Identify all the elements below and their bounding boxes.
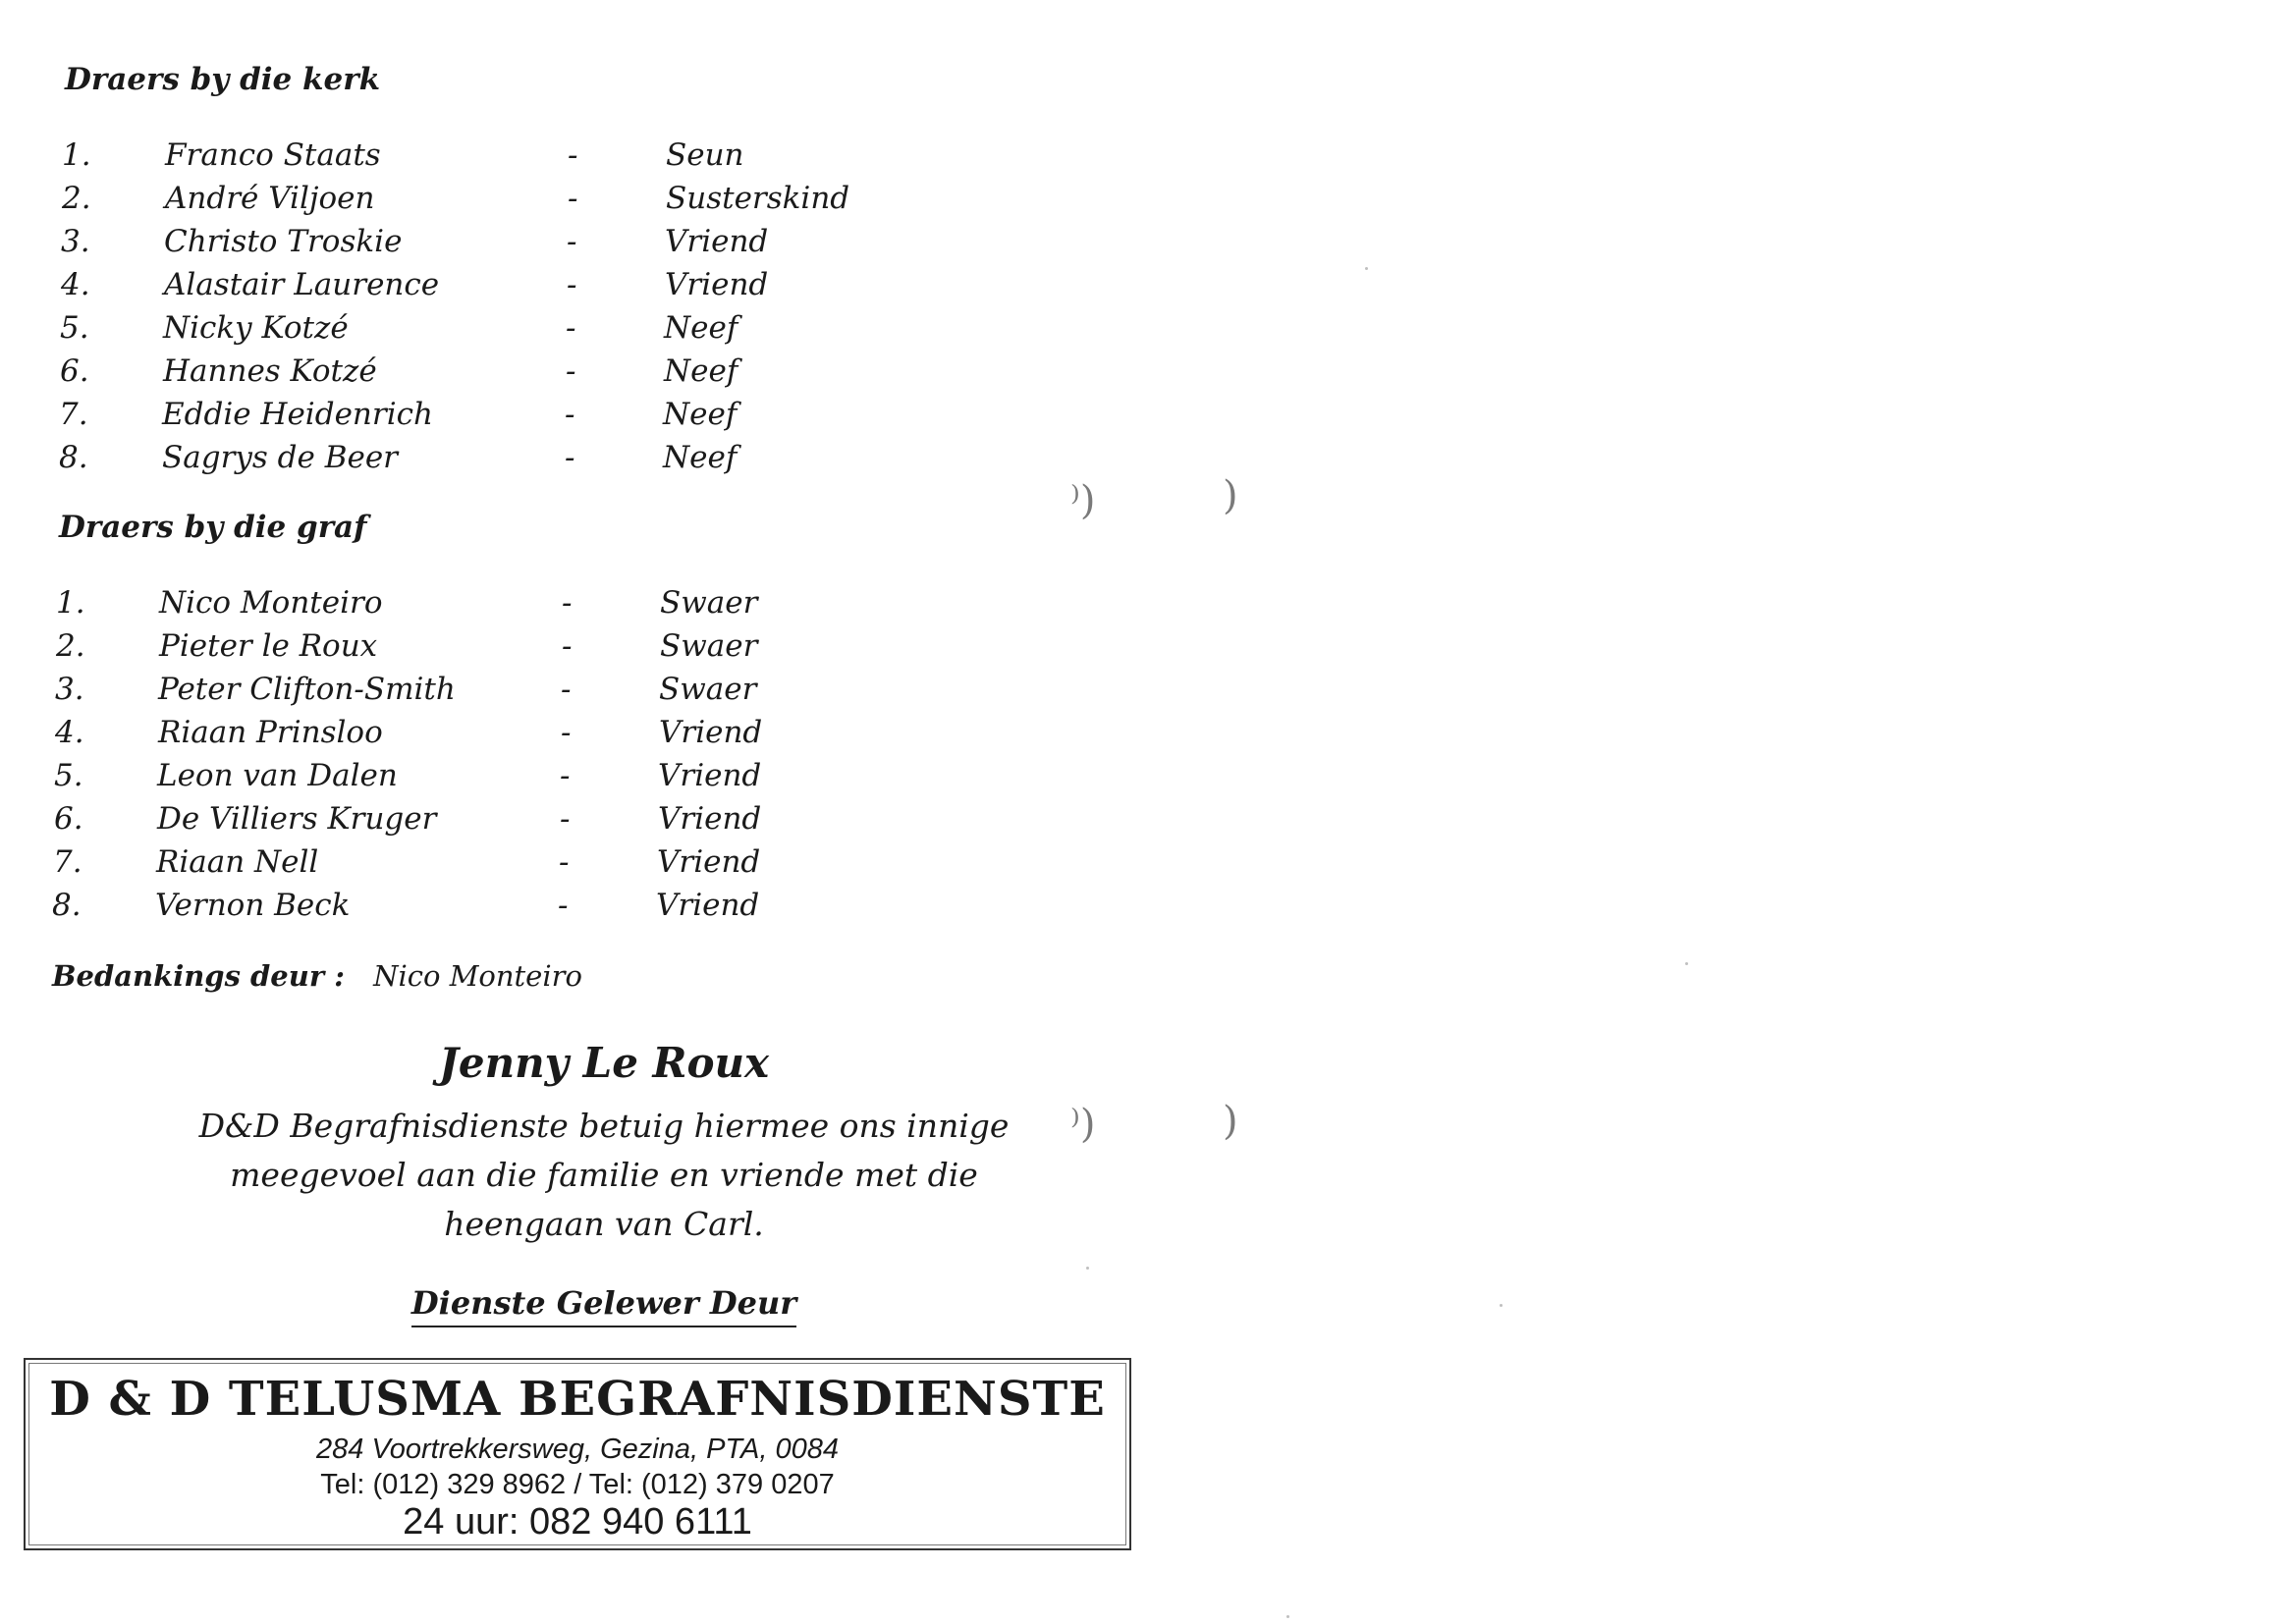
row-number: 6. <box>60 353 89 389</box>
relationship: Neef <box>664 353 738 389</box>
relationship: Vriend <box>658 758 762 793</box>
row-number: 1. <box>56 585 85 621</box>
binder-hole-mark: ⁾) <box>1070 478 1096 523</box>
section-heading-grave-pallbearers: Draers by die graf <box>59 510 367 545</box>
pallbearer-name: Hannes Kotzé <box>163 353 377 389</box>
thanks-line <box>52 959 582 993</box>
scan-speck <box>1365 267 1368 270</box>
relationship: Vriend <box>658 801 762 837</box>
company-address: 284 Voortrekkersweg, Gezina, PTA, 0084 <box>316 1434 839 1465</box>
section-heading-church-pallbearers: Draers by die kerk <box>65 62 381 97</box>
row-number: 6. <box>54 801 83 837</box>
pallbearer-name: Alastair Laurence <box>164 267 440 302</box>
relationship: Susterskind <box>666 181 850 216</box>
relationship: Neef <box>663 397 738 432</box>
pallbearer-name: Riaan Nell <box>156 844 319 880</box>
row-number: 7. <box>59 397 88 432</box>
company-name: D & D TELUSMA BEGRAFNISDIENSTE <box>49 1372 1106 1427</box>
separator-dash: - <box>562 628 573 664</box>
pallbearer-name: Sagrys de Beer <box>162 440 398 475</box>
row-number: 7. <box>53 844 82 880</box>
separator-dash: - <box>567 267 577 302</box>
relationship: Vriend <box>656 888 760 923</box>
pallbearer-name: Pieter le Roux <box>159 628 378 664</box>
relationship: Vriend <box>659 715 763 750</box>
pallbearer-name: Nico Monteiro <box>159 585 383 621</box>
scan-speck <box>1086 1267 1089 1270</box>
separator-dash: - <box>561 715 572 750</box>
row-number: 2. <box>62 181 91 216</box>
separator-dash: - <box>568 137 578 173</box>
pallbearer-name: Vernon Beck <box>155 888 351 923</box>
row-number: 5. <box>60 310 89 346</box>
relationship: Neef <box>664 310 738 346</box>
tribute-name: Jenny Le Roux <box>438 1039 770 1087</box>
thanks-label: Bedankings deur : <box>52 959 345 993</box>
separator-dash: - <box>565 440 575 475</box>
row-number: 8. <box>59 440 88 475</box>
separator-dash: - <box>559 844 570 880</box>
relationship: Swaer <box>659 672 757 707</box>
row-number: 8. <box>52 888 82 923</box>
relationship: Swaer <box>660 628 758 664</box>
separator-dash: - <box>565 397 575 432</box>
separator-dash: - <box>566 310 576 346</box>
pallbearer-name: Nicky Kotzé <box>163 310 349 346</box>
separator-dash: - <box>561 672 572 707</box>
company-phones: Tel: (012) 329 8962 / Tel: (012) 379 0207 <box>320 1469 835 1500</box>
relationship: Swaer <box>660 585 758 621</box>
relationship: Vriend <box>665 224 769 259</box>
scan-speck <box>1286 1615 1289 1618</box>
pallbearer-name: De Villiers Kruger <box>157 801 437 837</box>
thanks-value: Nico Monteiro <box>373 959 582 993</box>
row-number: 3. <box>61 224 90 259</box>
row-number: 5. <box>54 758 83 793</box>
row-number: 4. <box>61 267 90 302</box>
company-24h-hotline: 24 uur: 082 940 6111 <box>403 1501 752 1543</box>
pallbearer-name: Eddie Heidenrich <box>162 397 433 432</box>
binder-hole-mark: ) <box>1223 1099 1238 1144</box>
separator-dash: - <box>560 801 571 837</box>
binder-hole-mark: ) <box>1223 473 1238 518</box>
row-number: 4. <box>55 715 84 750</box>
separator-dash: - <box>560 758 571 793</box>
relationship: Vriend <box>665 267 769 302</box>
scan-speck <box>1500 1304 1503 1307</box>
tribute-text-line: heengaan van Carl. <box>444 1205 764 1243</box>
pallbearer-name: Christo Troskie <box>164 224 403 259</box>
pallbearer-name: André Viljoen <box>165 181 375 216</box>
relationship: Neef <box>663 440 738 475</box>
pallbearer-name: Franco Staats <box>165 137 381 173</box>
tribute-text-line: meegevoel aan die familie en vriende met die <box>230 1156 978 1194</box>
company-info-box <box>24 1358 1131 1550</box>
served-by-label: Dienste Gelewer Deur <box>411 1284 796 1327</box>
pallbearer-name: Leon van Dalen <box>157 758 398 793</box>
relationship: Seun <box>666 137 744 173</box>
served-by-heading <box>196 1284 1011 1322</box>
row-number: 2. <box>56 628 85 664</box>
row-number: 1. <box>62 137 91 173</box>
separator-dash: - <box>558 888 569 923</box>
tribute-text-line: D&D Begrafnisdienste betuig hiermee ons innige <box>198 1107 1010 1145</box>
separator-dash: - <box>566 353 576 389</box>
pallbearer-name: Riaan Prinsloo <box>158 715 383 750</box>
scan-speck <box>1685 962 1688 965</box>
relationship: Vriend <box>657 844 761 880</box>
separator-dash: - <box>562 585 573 621</box>
separator-dash: - <box>567 224 577 259</box>
binder-hole-mark: ⁾) <box>1070 1102 1096 1147</box>
separator-dash: - <box>568 181 578 216</box>
pallbearer-name: Peter Clifton-Smith <box>158 672 456 707</box>
row-number: 3. <box>55 672 84 707</box>
